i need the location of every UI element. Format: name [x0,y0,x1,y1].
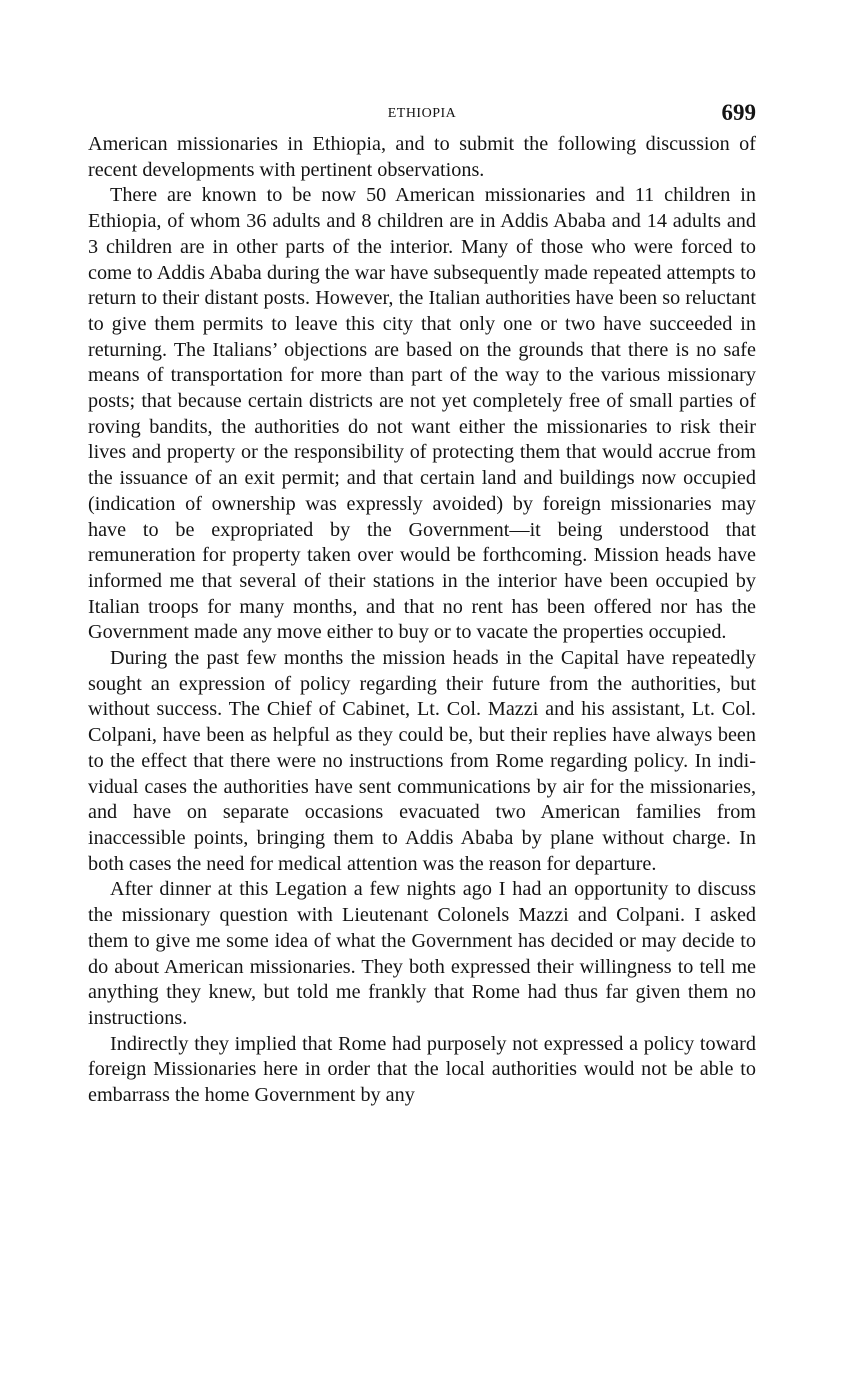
running-head [88,100,756,132]
body-text [88,132,756,1109]
paragraph-legation-dinner: After dinner at this Legation a few nights ago I had an opportunity to discuss the missionary question with Lieutenant Colonels Mazzi and Colpani. I asked them to give me some idea of what the Government has decided or may decide to do about American missionaries. They both expressed their willingness to tell me anything they knew, but told me frankly that Rome had thus far given them no instructions. [88,878,756,1029]
paragraph-missionary-count: There are known to be now 50 American missionaries and 11 children in Ethiopia, of whom 36 adults and 8 children are in Addis Ababa and 14 adults and 3 children are in other parts of the interior. Many of those who were forced to come to Addis Ababa during the war have subsequently made repeated attempts to return to their distant posts. However, the Italian authorities have been so reluctant to give them permits to leave this city that only one or two have succeeded in returning. The Italians’ objections are based on the grounds that there is no safe means of transportation for more than part of the way to the various missionary posts; that because certain districts are not yet completely free of small parties of roving bandits, the authorities do not want either the missionaries to risk their lives and property or the responsibility of protecting them that would accrue from the issuance of an exit permit; and that certain land and buildings now occupied (indication of ownership was expressly avoided) by foreign missionaries may have to be expropriated by the Government—it being understood that remuneration for property taken over would be forthcoming. Mission heads have informed me that several of their stations in the interior have been occupied by Italian troops for many months, and that no rent has been offered nor has the Government made any move either to buy or to vacate the properties occupied. [88,184,756,644]
document-page [88,100,756,1109]
paragraph-rome-policy: Indirectly they implied that Rome had purposely not expressed a policy toward foreign Missionaries here in order that the local authorities would not be able to embarrass the home Government by any [88,1032,756,1107]
paragraph-continuation: American missionaries in Ethiopia, and to submit the following discussion of recent developments with pertinent observations. [88,133,756,181]
paragraph-policy-requests: During the past few months the mission heads in the Capital have repeatedly sought an expression of policy regarding their future from the authorities, but without success. The Chief of Cabinet, Lt. Col. Mazzi and his assistant, Lt. Col. Colpani, have been as helpful as they could be, but their replies have always been to the effect that there were no instructions from Rome regarding policy. In individual cases the authorities have sent communications by air for the missionaries, and have on separate occasions evacuated two American families from inaccessible points, bringing them to Addis Ababa by plane without charge. In both cases the need for medical attention was the reason for departure. [88,647,756,875]
page-number: 699 [721,100,756,125]
running-head-title: ETHIOPIA [387,106,457,121]
